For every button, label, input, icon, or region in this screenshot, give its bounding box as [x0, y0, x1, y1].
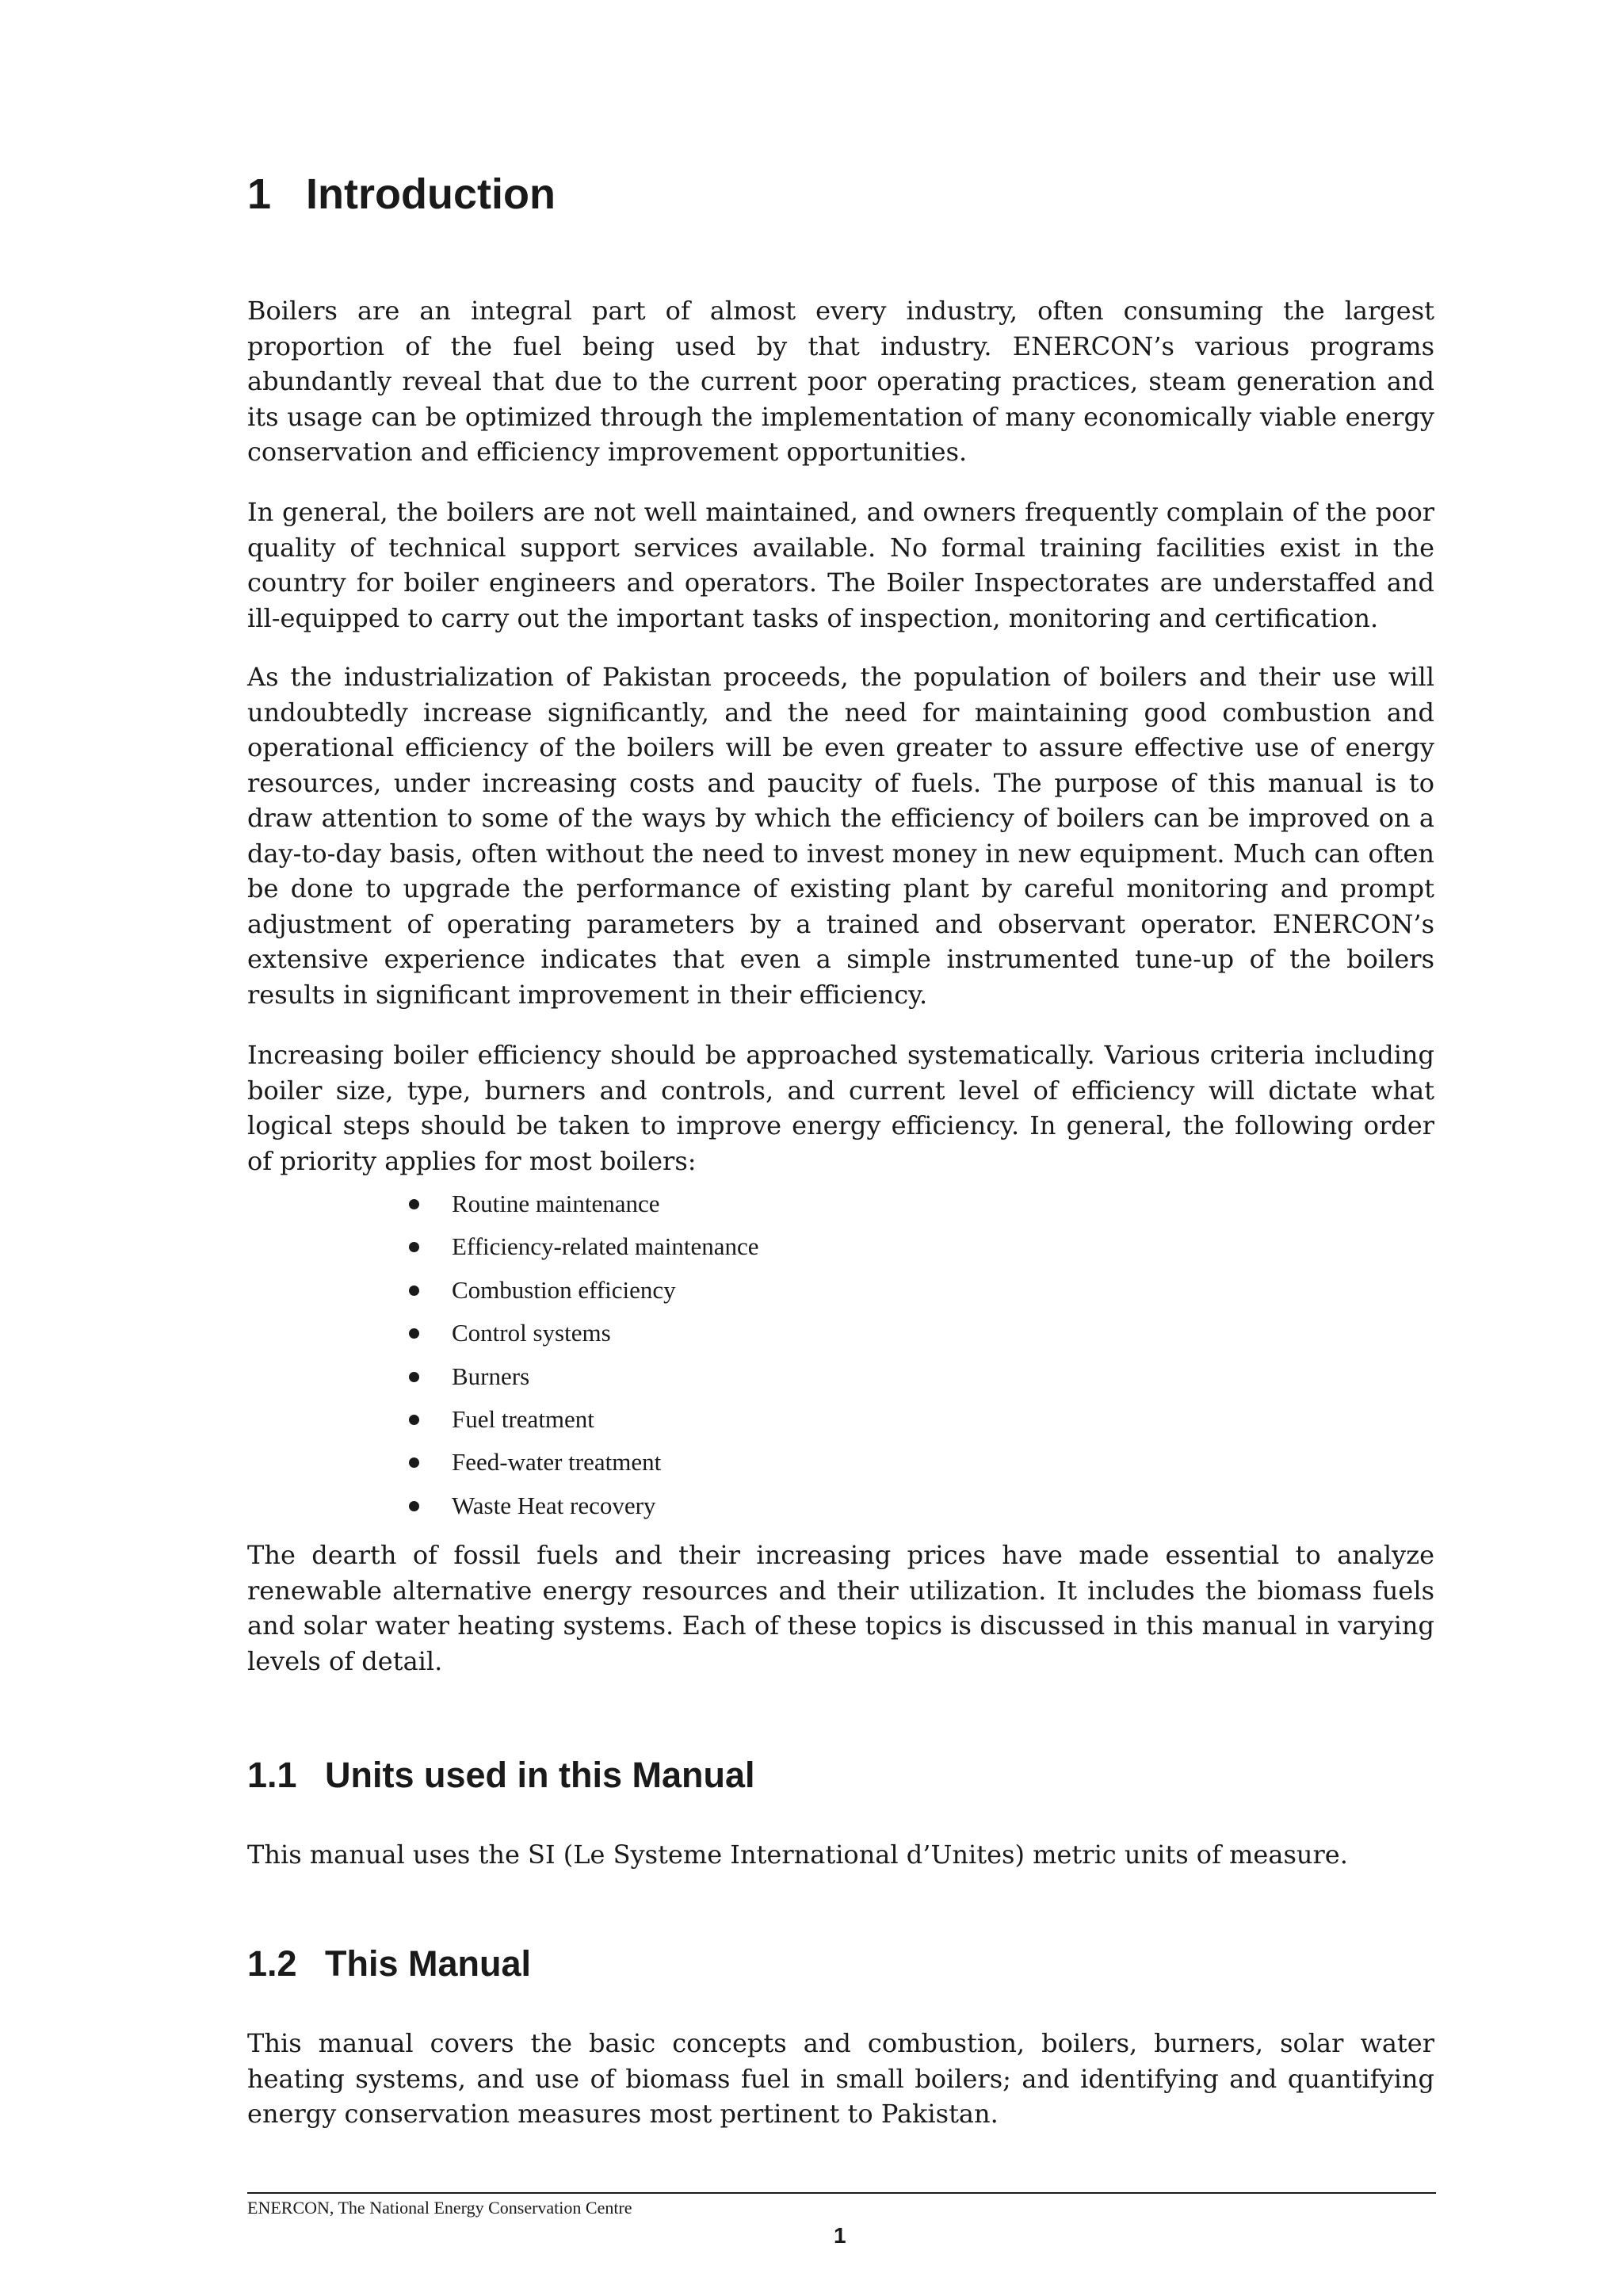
- section-heading-this-manual: [247, 1940, 531, 1988]
- priority-list: [247, 1182, 759, 1527]
- paragraph-maintenance: In general, the boilers are not well maintained, and owners frequently complain of the poor quality of technical support services available. No formal training facilities exist in the country for boiler engineers and operators. The Boiler Inspectorates are understaffed and ill-equipped to carry out the important tasks of inspection, monitoring and certification.: [247, 497, 1434, 633]
- paragraph-efficiency-approach: Increasing boiler efficiency should be approached systematically. Various criteria including boiler size, type, burners and controls, and current level of efficiency will dictate what logical steps should be taken to improve energy efficiency. In general, the following order of priority applies for most boilers:: [247, 1040, 1434, 1176]
- chapter-title: Introduction: [306, 170, 556, 218]
- section-title: This Manual: [325, 1943, 532, 1984]
- bullet-icon: [409, 1415, 419, 1425]
- paragraph-this-manual: This manual covers the basic concepts and combustion, boilers, burners, solar water heating systems, and use of biomass fuel in small boilers; and identifying and quantifying energy conservation measures most pertinent to Pakistan.: [247, 2028, 1434, 2129]
- document-page: [247, 0, 1434, 2296]
- bullet-icon: [409, 1501, 419, 1511]
- section-heading-units: [247, 1752, 755, 1799]
- bullet-icon: [409, 1242, 419, 1252]
- section-title: Units used in this Manual: [325, 1755, 755, 1795]
- paragraph-intro-boilers: Boilers are an integral part of almost every industry, often consuming the largest proportion of the fuel being used by that industry. ENERCON’s various programs abundantly reveal that due to the current poor operating practices, steam generation and its usage can be optimized through the implementation of many economically viable energy conservation and efficiency improvement opportunities.: [247, 296, 1434, 467]
- list-item: Control systems: [247, 1312, 759, 1354]
- list-item: Waste Heat recovery: [247, 1484, 759, 1527]
- section-number: 1.1: [247, 1755, 297, 1795]
- chapter-heading: [247, 166, 556, 222]
- bullet-icon: [409, 1286, 419, 1296]
- bullet-icon: [409, 1372, 419, 1382]
- footer-divider: [247, 2192, 1436, 2194]
- chapter-number: 1: [247, 170, 272, 218]
- footer-organization: ENERCON, The National Energy Conservation Centre: [247, 2198, 632, 2218]
- paragraph-renewables: The dearth of fossil fuels and their increasing prices have made essential to analyze renewable alternative energy resources and their utilization. It includes the biomass fuels and solar water heating systems. Each of these topics is discussed in this manual in varying levels of detail.: [247, 1540, 1434, 1676]
- list-item: Combustion efficiency: [247, 1269, 759, 1312]
- page-number: 1: [834, 2223, 846, 2248]
- section-number: 1.2: [247, 1943, 297, 1984]
- paragraph-industrialization: As the industrialization of Pakistan proceeds, the population of boilers and their use will undoubtedly increase significantly, and the need for maintaining good combustion and operational efficiency of the boilers will be even greater to assure effective use of energy resources, under increasing costs and paucity of fuels. The purpose of this manual is to draw attention to some of the ways by which the efficiency of boilers can be improved on a day-to-day basis, often without the need to invest money in new equipment. Much can often be done to upgrade the performance of existing plant by careful monitoring and prompt adjustment of operating parameters by a trained and observant operator. ENERCON’s extensive experience indicates that even a simple instrumented tune-up of the boilers results in significant improvement in their efficiency.: [247, 662, 1434, 1010]
- list-item: Burners: [247, 1355, 759, 1398]
- list-item: Efficiency-related maintenance: [247, 1225, 759, 1268]
- bullet-icon: [409, 1199, 419, 1209]
- paragraph-units: This manual uses the SI (Le Systeme International d’Unites) metric units of measure.: [247, 1839, 1348, 1870]
- bullet-icon: [409, 1328, 419, 1339]
- list-item: Routine maintenance: [247, 1182, 759, 1225]
- list-item: Fuel treatment: [247, 1398, 759, 1441]
- list-item: Feed-water treatment: [247, 1441, 759, 1484]
- bullet-icon: [409, 1457, 419, 1468]
